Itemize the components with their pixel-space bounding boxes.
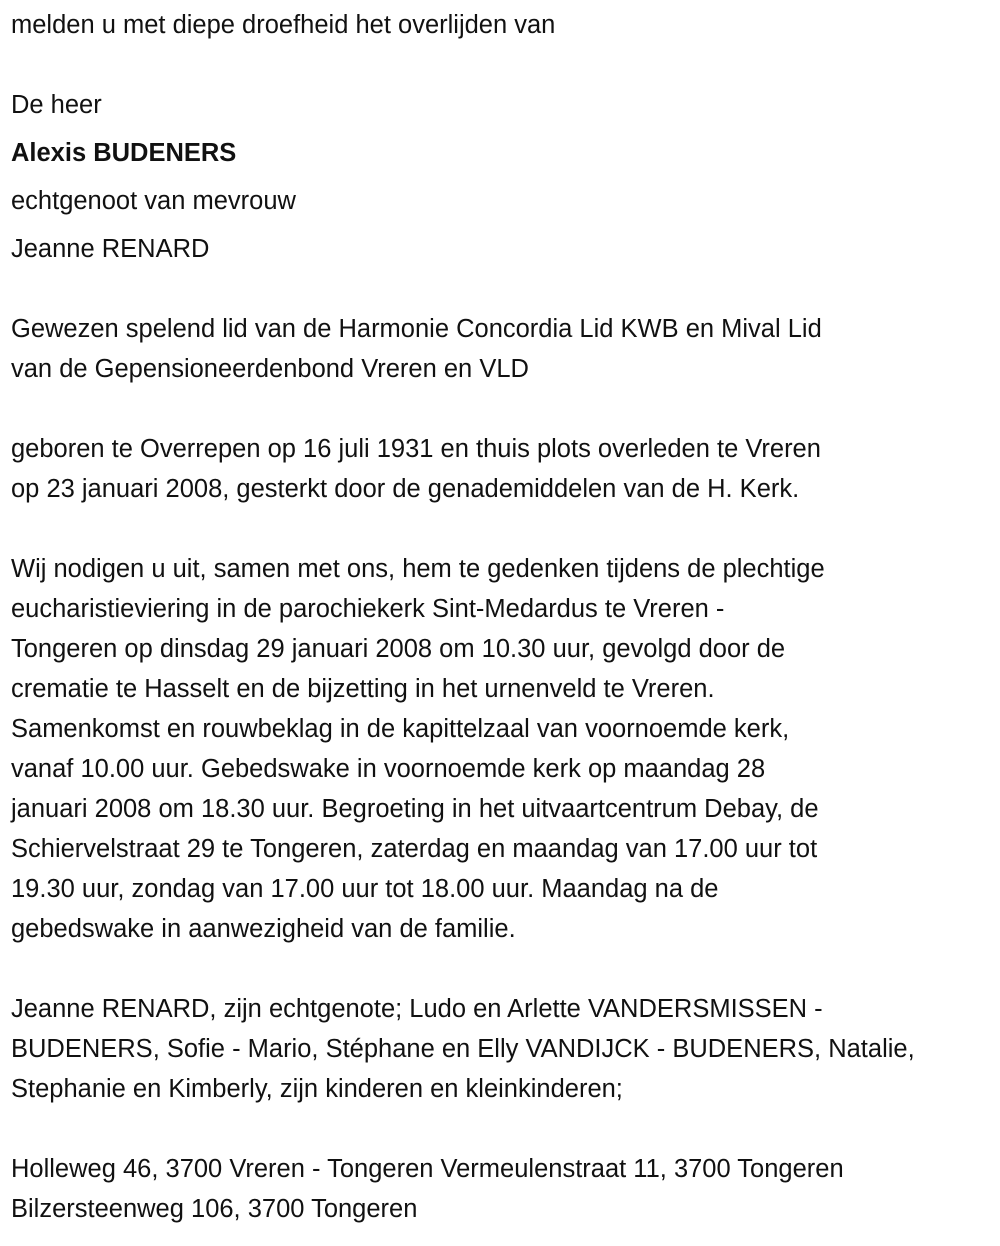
memberships-line: van de Gepensioneerdenbond Vreren en VLD — [11, 355, 529, 383]
ceremony-line: gebedswake in aanwezigheid van de familie. — [11, 915, 516, 943]
ceremony-line: Schiervelstraat 29 te Tongeren, zaterdag en maandag van 17.00 uur tot — [11, 835, 818, 863]
intro-text: melden u met diepe droefheid het overlijden van — [11, 11, 556, 39]
address-line: Bilzersteenweg 106, 3700 Tongeren — [11, 1195, 418, 1223]
spouse-label: echtgenoot van mevrouw — [11, 187, 296, 215]
family-line: BUDENERS, Sofie - Mario, Stéphane en Elly VANDIJCK - BUDENERS, Natalie, — [11, 1035, 915, 1063]
ceremony-line: 19.30 uur, zondag van 17.00 uur tot 18.00 uur. Maandag na de — [11, 875, 719, 903]
family-line: Jeanne RENARD, zijn echtgenote; Ludo en Arlette VANDERSMISSEN - — [11, 995, 823, 1023]
deceased-name: Alexis BUDENERS — [11, 139, 237, 167]
address-line: Holleweg 46, 3700 Vreren - Tongeren Vermeulenstraat 11, 3700 Tongeren — [11, 1155, 844, 1183]
ceremony-line: Samenkomst en rouwbeklag in de kapittelzaal van voornoemde kerk, — [11, 715, 790, 743]
family-line: Stephanie en Kimberly, zijn kinderen en kleinkinderen; — [11, 1075, 623, 1103]
ceremony-line: Tongeren op dinsdag 29 januari 2008 om 10.30 uur, gevolgd door de — [11, 635, 786, 663]
title-prefix: De heer — [11, 91, 102, 119]
ceremony-line: vanaf 10.00 uur. Gebedswake in voornoemde kerk op maandag 28 — [11, 755, 766, 783]
ceremony-line: Wij nodigen u uit, samen met ons, hem te gedenken tijdens de plechtige — [11, 555, 825, 583]
ceremony-line: januari 2008 om 18.30 uur. Begroeting in het uitvaartcentrum Debay, de — [11, 795, 819, 823]
ceremony-line: crematie te Hasselt en de bijzetting in het urnenveld te Vreren. — [11, 675, 715, 703]
memberships-line: Gewezen spelend lid van de Harmonie Concordia Lid KWB en Mival Lid — [11, 315, 822, 343]
birth-death-line: op 23 januari 2008, gesterkt door de genademiddelen van de H. Kerk. — [11, 475, 800, 503]
spouse-name: Jeanne RENARD — [11, 235, 210, 263]
ceremony-line: eucharistieviering in de parochiekerk Sint-Medardus te Vreren - — [11, 595, 725, 623]
birth-death-line: geboren te Overrepen op 16 juli 1931 en thuis plots overleden te Vreren — [11, 435, 821, 463]
